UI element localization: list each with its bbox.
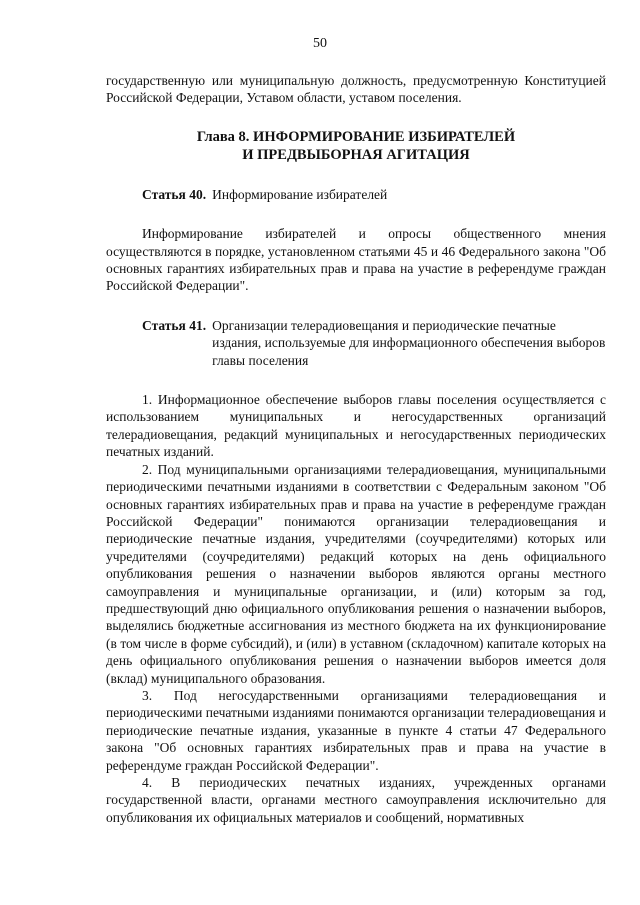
article-41-heading — [142, 317, 606, 369]
article-40-heading — [142, 186, 606, 203]
article-41-paragraph-2: 2. Под муниципальными организациями телерадиовещания, муниципальными периодическими печатными изданиями в соответствии с Федеральным законом "Об основных гарантиях избирательных прав и права на участие в референдуме граждан Российской Федерации" понимаются организации телерадиовещания и периодические печатные издания, учредителями (соучредителями) которых или учредителями (соучредителями) редакций которых на день официального опубликования решения о назначении выборов являются органы местного самоуправления и муниципальные организации, и (или) которым за год, предшествующий дню официального опубликования решения о назначении выборов, выделялись бюджетные ассигнования из местного бюджета на их функционирование (в том числе в форме субсидий), и (или) в уставном (складочном) капитале которых на день официального опубликования решения о назначении выборов имеется доля (вклад) муниципального образования. — [106, 461, 606, 686]
article-41-paragraph-1: 1. Информационное обеспечение выборов главы поселения осуществляется с использованием муниципальных и негосударственных организаций телерадиовещания, редакций муниципальных и негосударственных периодических печатных изданий. — [106, 392, 606, 460]
article-40-paragraph: Информирование избирателей и опросы общественного мнения осуществляются в порядке, установленном статьями 45 и 46 Федерального закона "Об основных гарантиях избирательных прав и права на участие в референдуме граждан Российской Федерации". — [106, 226, 606, 294]
document-body — [106, 72, 606, 826]
chapter-heading-line2: И ПРЕДВЫБОРНАЯ АГИТАЦИЯ — [242, 146, 470, 163]
chapter-heading-line1: Глава 8. ИНФОРМИРОВАНИЕ ИЗБИРАТЕЛЕЙ — [196, 128, 516, 145]
page-number: 50 — [313, 36, 327, 51]
article-40-title: Информирование избирателей — [212, 186, 388, 202]
article-41-paragraph-4: 4. В периодических печатных изданиях, учрежденных органами государственной власти, органами местного самоуправления исключительно для опубликования их официальных материалов и сообщений, нормативных — [106, 775, 606, 825]
article-40-number: Статья 40. — [142, 186, 207, 202]
chapter-heading — [106, 128, 606, 164]
article-41-paragraph-3: 3. Под негосударственными организациями телерадиовещания и периодическими печатными изданиями понимаются организации телерадиовещания и периодические печатные издания, указанные в пункте 4 статьи 47 Федерального закона "Об основных гарантиях избирательных прав и права на участие в референдуме граждан Российской Федерации". — [106, 687, 606, 773]
intro-paragraph: государственную или муниципальную должность, предусмотренную Конституцией Российской Федерации, Уставом области, уставом поселения. — [106, 73, 606, 106]
article-41-title: Организации телерадиовещания и периодические печатные издания, используемые для информационного обеспечения выборов главы поселения — [212, 317, 606, 368]
article-41-number: Статья 41. — [142, 317, 207, 333]
